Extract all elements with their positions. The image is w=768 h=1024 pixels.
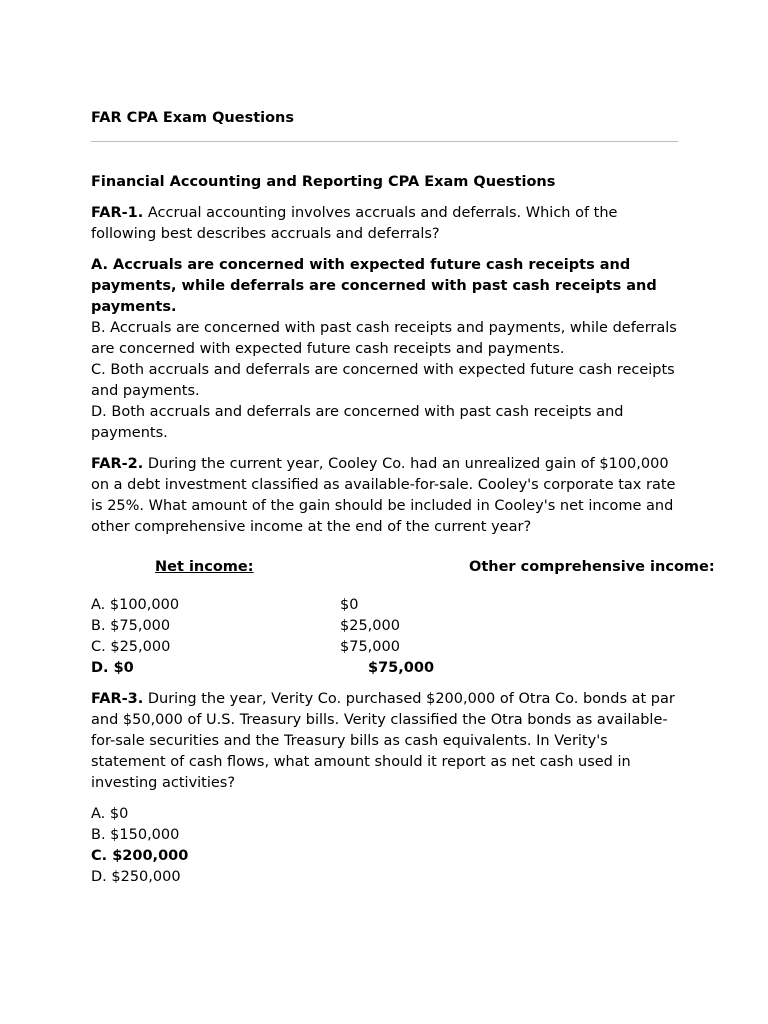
net-income-value: D. $0 <box>91 660 134 676</box>
net-income-value: B. $75,000 <box>91 618 171 634</box>
question-stem <box>91 689 678 794</box>
question-number: FAR-1. <box>91 205 144 221</box>
question-text: During the year, Verity Co. purchased $200,000 of Otra Co. bonds at par and $50,000 of U.S. Treasury bills. Verity classified the Otra bonds as available-for-sale securities and the Treasury bills as cash equivalents. In Verity's statement of cash flows, what amount should it report as net cash used in investing activities? <box>91 691 675 791</box>
answer-option-c: C. $200,000 <box>91 848 189 864</box>
answer-row-c <box>91 637 678 658</box>
answer-option-a: A. $0 <box>91 806 129 822</box>
oci-value: $0 <box>340 597 359 613</box>
question-text: Accrual accounting involves accruals and deferrals. Which of the following best describes accruals and deferrals? <box>91 205 618 242</box>
document-title: FAR CPA Exam Questions <box>91 110 295 126</box>
net-income-value: A. $100,000 <box>91 597 180 613</box>
answer-option-a: A. Accruals are concerned with expected future cash receipts and payments, while deferrals are concerned with past cash receipts and payments. <box>91 257 657 315</box>
net-income-value: C. $25,000 <box>91 639 171 655</box>
answer-row-d <box>91 658 678 679</box>
oci-value: $75,000 <box>368 660 435 676</box>
answer-options <box>91 804 678 888</box>
answer-option-d: D. Both accruals and deferrals are concerned with past cash receipts and payments. <box>91 404 624 441</box>
oci-value: $75,000 <box>340 639 400 655</box>
answer-option-b: B. Accruals are concerned with past cash receipts and payments, while deferrals are concerned with expected future cash receipts and payments. <box>91 320 677 357</box>
answer-grid <box>91 595 678 679</box>
answer-options <box>91 255 678 444</box>
answer-option-c: C. Both accruals and deferrals are concerned with expected future cash receipts and payments. <box>91 362 675 399</box>
oci-value: $25,000 <box>340 618 400 634</box>
section-heading: Financial Accounting and Reporting CPA Exam Questions <box>91 174 556 190</box>
question-text: During the current year, Cooley Co. had an unrealized gain of $100,000 on a debt investment classified as available-for-sale. Cooley's corporate tax rate is 25%. What amount of the gain should be included in Cooley's net income and other comprehensive income at the end of the current year? <box>91 456 676 535</box>
question-far-2 <box>91 454 715 679</box>
answer-row-a <box>91 595 678 616</box>
document-page <box>91 108 715 888</box>
question-far-3 <box>91 689 678 888</box>
answer-column-headers <box>91 557 715 578</box>
question-number: FAR-2. <box>91 456 144 472</box>
column-header-net-income: Net income: <box>155 559 254 575</box>
title-divider <box>91 141 678 142</box>
column-header-oci: Other comprehensive income: <box>469 559 715 575</box>
answer-option-d: D. $250,000 <box>91 869 181 885</box>
question-stem <box>91 454 678 538</box>
answer-option-b: B. $150,000 <box>91 827 180 843</box>
question-number: FAR-3. <box>91 691 144 707</box>
answer-row-b <box>91 616 678 637</box>
question-far-1 <box>91 203 678 444</box>
question-stem <box>91 203 678 245</box>
